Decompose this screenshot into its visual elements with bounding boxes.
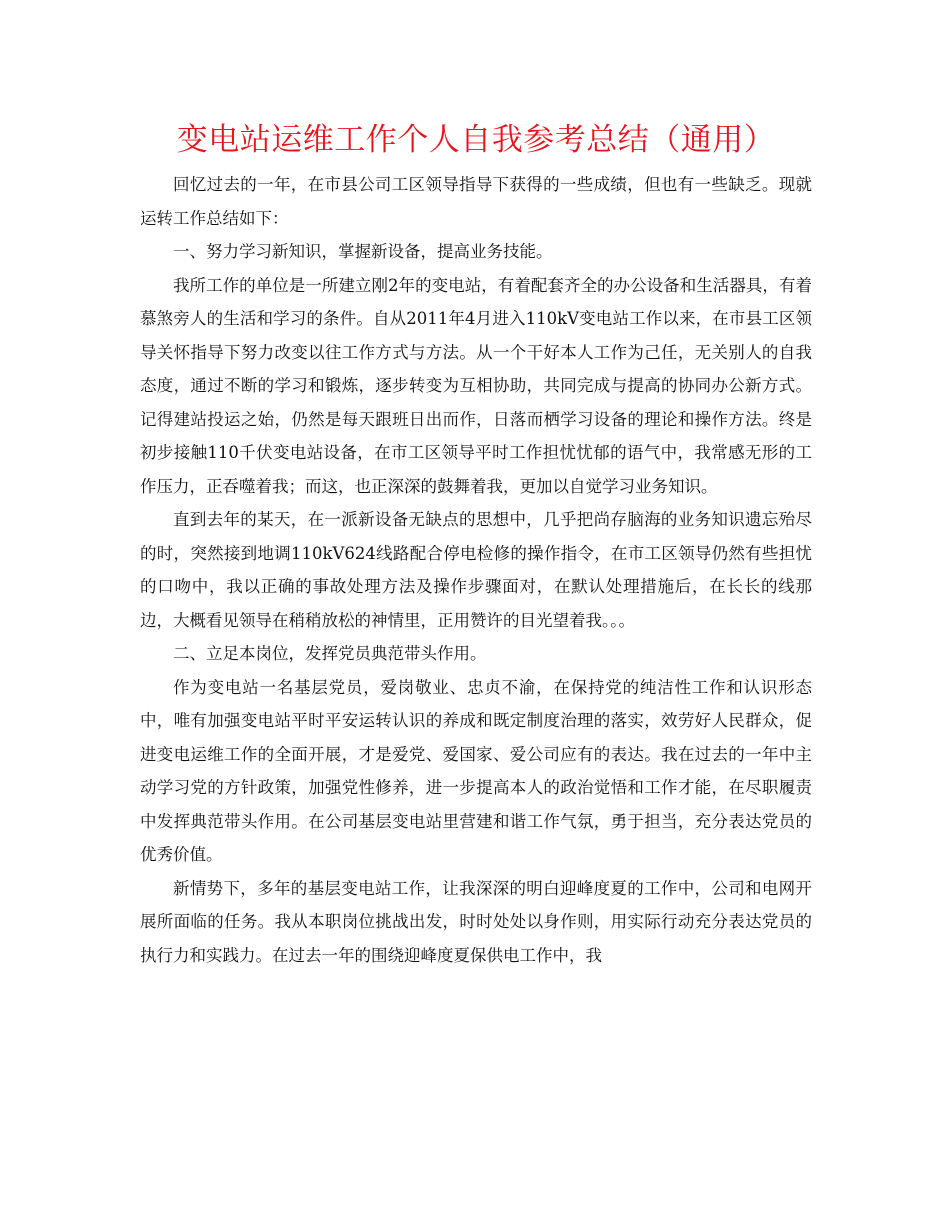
document-title: 变电站运维工作个人自我参考总结（通用） <box>176 122 776 158</box>
paragraph: 直到去年的某天，在一派新设备无缺点的思想中，几乎把尚存脑海的业务知识遗忘殆尽的时，突然接到地调110kV624线路配合停电检修的操作指令，在市工区领导仍然有些担忧的口吻中，我以正确的事故处理方法及操作步骤面对，在默认处理措施后，在长长的线那边，大概看见领导在稍稍放松的神情里，正用赞许的目光望着我。。。 <box>140 510 812 630</box>
paragraph: 新情势下，多年的基层变电站工作，让我深深的明白迎峰度夏的工作中，公司和电网开展所面临的任务。我从本职岗位挑战出发，时时处处以身作则，用实际行动充分表达党员的执行力和实践力。在过去一年的围绕迎峰度夏保供电工作中，我 <box>140 878 812 965</box>
paragraph: 作为变电站一名基层党员，爱岗敬业、忠贞不渝，在保持党的纯洁性工作和认识形态中，唯有加强变电站平时平安运转认识的养成和既定制度治理的落实，效劳好人民群众，促进变电运维工作的全面开展，才是爱党、爱国家、爱公司应有的表达。我在过去的一年中主动学习党的方针政策，加强党性修养，进一步提高本人的政治觉悟和工作才能，在尽职履责中发挥典范带头作用。在公司基层变电站里营建和谐工作气氛，勇于担当，充分表达党员的优秀价值。 <box>140 677 812 864</box>
document-page <box>140 118 812 972</box>
section-heading-2: 二、立足本岗位，发挥党员典范带头作用。 <box>173 644 487 663</box>
paragraph-intro: 回忆过去的一年，在市县公司工区领导指导下获得的一些成绩，但也有一些缺乏。现就运转工作总结如下： <box>140 175 812 228</box>
section-heading-1: 一、努力学习新知识，掌握新设备，提高业务技能。 <box>173 242 553 261</box>
paragraph: 我所工作的单位是一所建立刚2年的变电站，有着配套齐全的办公设备和生活器具，有着慕煞旁人的生活和学习的条件。自从2011年4月进入110kV变电站工作以来，在市县工区领导关怀指导下努力改变以往工作方式与方法。从一个干好本人工作为己任，无关别人的自我态度，通过不断的学习和锻炼，逐步转变为互相协助，共同完成与提高的协同办公新方式。记得建站投运之始，仍然是每天跟班日出而作，日落而栖学习设备的理论和操作方法。终是初步接触110千伏变电站设备，在市工区领导平时工作担忧忧郁的语气中，我常感无形的工作压力，正吞噬着我；而这，也正深深的鼓舞着我，更加以自觉学习业务知识。 <box>140 275 812 496</box>
